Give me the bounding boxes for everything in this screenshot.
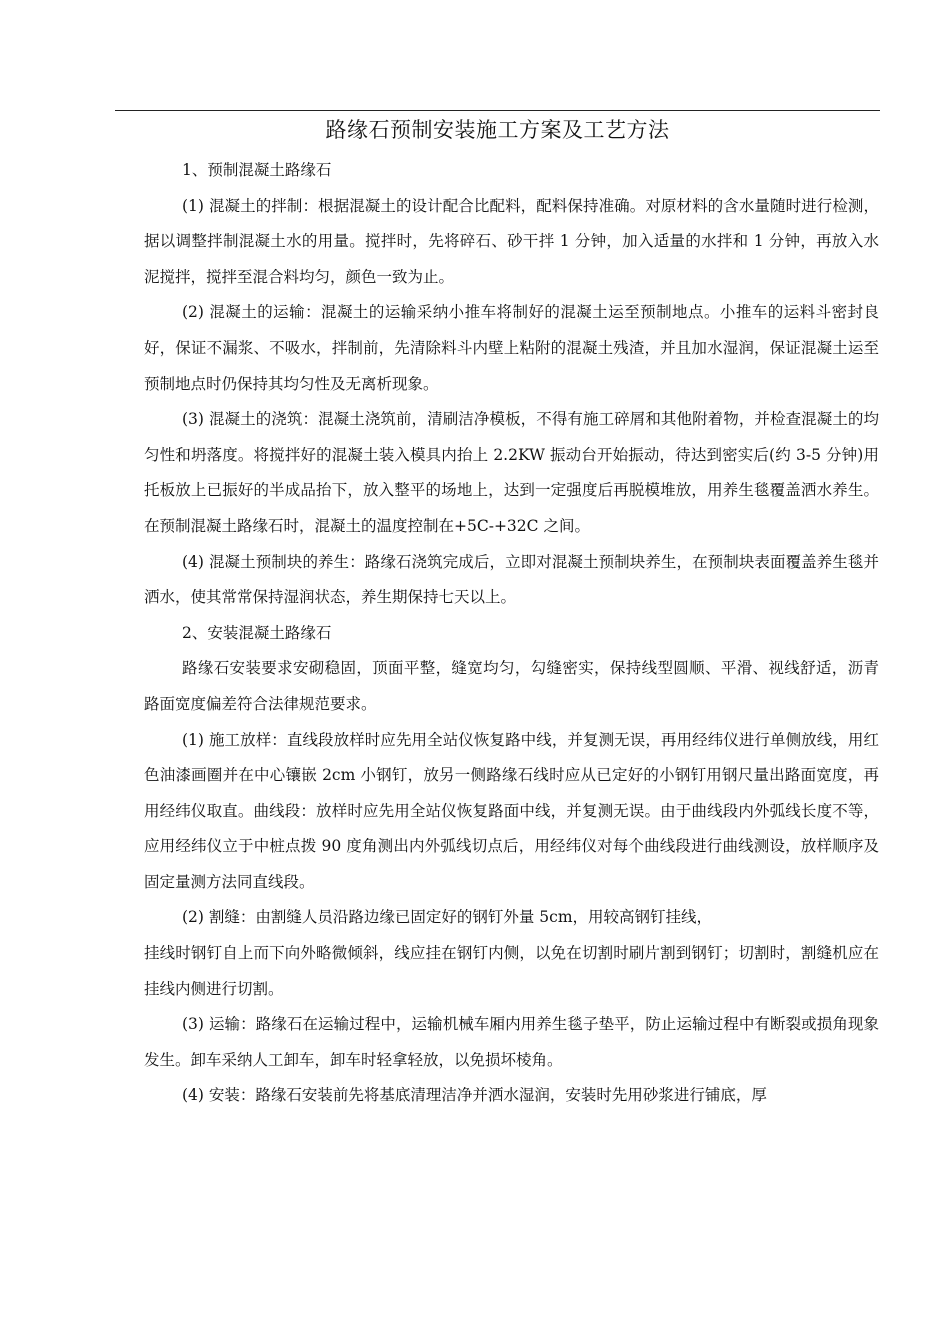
paragraph-curing: (4) 混凝土预制块的养生：路缘石浇筑完成后，立即对混凝土预制块养生，在预制块表面覆盖养生毯并洒水，使其常常保持湿润状态，养生期保持七天以上。 <box>144 552 879 607</box>
paragraph-setting-out: (1) 施工放样：直线段放样时应先用全站仪恢复路中线，并复测无误，再用经纬仪进行单侧放线，用红色油漆画圈并在中心镶嵌 2cm 小钢钉，放另一侧路缘石线时应从已定好的小钢钉用钢尺量出路面宽度，再用经纬仪取直。曲线段：放样时应先用全站仪恢复路面中线，并复测无误。由于曲线段内外弧线长度不等，应用经纬仪立于中桩点拨 90 度角测出内外弧线切点后，用经纬仪对每个曲线段进行曲线测设，放样顺序及固定量测方法同直线段。 <box>144 730 879 891</box>
document-body <box>144 153 879 1114</box>
paragraph-transport-curbs: (3) 运输：路缘石在运输过程中，运输机械车厢内用养生毯子垫平，防止运输过程中有断裂或损角现象发生。卸车采纳人工卸车，卸车时轻拿轻放，以免损坏棱角。 <box>144 1015 879 1069</box>
paragraph-installation-requirements: 路缘石安装要求安砌稳固，顶面平整，缝宽均匀，勾缝密实，保持线型圆顺、平滑、视线舒适，沥青路面宽度偏差符合法律规范要求。 <box>144 659 879 713</box>
paragraph-pouring: (3) 混凝土的浇筑：混凝土浇筑前，清刷洁净模板，不得有施工碎屑和其他附着物，并检查混凝土的均匀性和坍落度。将搅拌好的混凝土装入模具内抬上 2.2KW 振动台开始振动，待达到密实后(约 3-5 分钟)用托板放上已振好的半成品抬下，放入整平的场地上，达到一定强度后再脱模堆放，用养生毯覆盖洒水养生。在预制混凝土路缘石时，混凝土的温度控制在+5C-+32C 之间。 <box>144 410 879 535</box>
section-heading-installation: 2、安装混凝土路缘石 <box>182 623 332 642</box>
section-heading-prefabrication: 1、预制混凝土路缘石 <box>182 161 332 179</box>
paragraph-cutting-continued: 挂线时钢钉自上而下向外略微倾斜，线应挂在钢钉内侧，以免在切割时刷片割到钢钉；切割时，割缝机应在挂线内侧进行切割。 <box>144 944 879 998</box>
paragraph-cutting: (2) 割缝：由割缝人员沿路边缘已固定好的钢钉外量 5cm，用较高钢钉挂线， <box>182 908 713 927</box>
paragraph-mixing: (1) 混凝土的拌制：根据混凝土的设计配合比配料，配料保持准确。对原材料的含水量随时进行检测，据以调整拌制混凝土水的用量。搅拌时，先将碎石、砂干拌 1 分钟，加入适量的水拌和 1 分钟，再放入水泥搅拌，搅拌至混合料均匀，颜色一致为止。 <box>144 196 879 286</box>
paragraph-installation: (4) 安装：路缘石安装前先将基底清理洁净并洒水湿润，安装时先用砂浆进行铺底，厚 <box>182 1086 767 1105</box>
paragraph-transport-concrete: (2) 混凝土的运输：混凝土的运输采纳小推车将制好的混凝土运至预制地点。小推车的运料斗密封良好，保证不漏浆、不吸水，拌制前，先清除料斗内壁上粘附的混凝土残渣，并且加水湿润，保证混凝土运至预制地点时仍保持其均匀性及无离析现象。 <box>144 303 879 393</box>
header-rule <box>115 110 880 111</box>
document-title: 路缘石预制安装施工方案及工艺方法 <box>325 118 670 142</box>
